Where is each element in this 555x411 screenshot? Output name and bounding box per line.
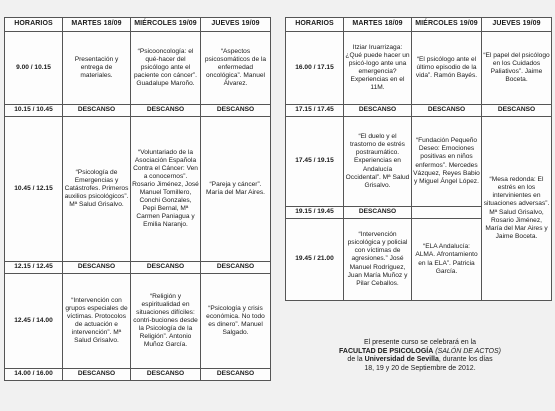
header-miercoles: MIÉRCOLES 19/09 [131,18,201,32]
descanso-label: DESCANSO [63,262,131,274]
notice-line-1: El presente curso se celebrará en la [363,339,477,346]
time-cell: 14.00 / 16.00 [5,369,63,381]
session-cell: “Voluntariado de la Asociación Española Contra el Cáncer: Ven a conocernos”. Rosario Jiménez, José Manuel Tomillero, Conchi Gonzales, Pepi Bernal, Mª Carmen Paniagua y Emilia Naranjo. [131,117,201,262]
descanso-label: DESCANSO [131,262,201,274]
time-cell: 16.00 / 17.15 [286,32,344,105]
session-cell: “ELA Andalucía: ALMA. Afrontamiento en la ELA”. Patricia García. [412,219,482,301]
session-cell: “Psicología y crisis económica. No todo es dinero”. Manuel Salgado. [201,274,271,369]
time-cell: 12.45 / 14.00 [5,274,63,369]
time-cell: 17.15 / 17.45 [286,105,344,117]
schedule-afternoon [285,17,552,301]
table-row [5,117,271,262]
notice-line-3 [300,356,540,365]
break-row [286,105,552,117]
session-cell: “Pareja y cáncer”. María del Mar Aires. [201,117,271,262]
descanso-label: DESCANSO [131,105,201,117]
descanso-label: DESCANSO [63,369,131,381]
schedule-morning [4,17,271,381]
venue-notice [300,339,540,373]
header-row [286,18,552,32]
session-cell: “El papel del psicólogo en los Cuidados Paliativos”. Jaime Boceta. [482,32,552,105]
header-miercoles: MIÉRCOLES 19/09 [412,18,482,32]
header-horarios: HORARIOS [286,18,344,32]
session-cell: “Religión y espiritualidad en situaciones difíciles: contri-buciones desde la Psicología de la Religión”. Antonio Muñoz García. [131,274,201,369]
session-cell: “Mesa redonda: El estrés en los intervinientes en situaciones adversas”. Mª Salud Grisalvo, Rosario Jiménez, María del Mar Aires y Jaime Boceta. [482,117,552,301]
descanso-label: DESCANSO [201,262,271,274]
descanso-label: DESCANSO [201,369,271,381]
header-row [5,18,271,32]
notice-line-2 [300,348,540,357]
notice-prefix: de la [347,356,363,364]
session-cell: Presentación y entrega de materiales. [63,32,131,105]
time-cell: 10.45 / 12.15 [5,117,63,262]
university-name: Universidad de Sevilla [364,356,439,364]
header-martes: MARTES 18/09 [344,18,412,32]
descanso-label: DESCANSO [344,105,412,117]
faculty-name: FACULTAD DE PSICOLOGÍA [339,347,434,355]
header-horarios: HORARIOS [5,18,63,32]
notice-suffix: , durante los días [438,356,493,364]
session-cell: “Psicología de Emergencias y Catástrofes. Primeros auxilios psicológicos”. Mª Salud Grisalvo. [63,117,131,262]
room-name: (SALÓN DE ACTOS) [435,347,501,355]
time-cell: 19.15 / 19.45 [286,207,344,219]
session-cell: “El duelo y el trastorno de estrés postraumático. Experiencias en Andalucía Occidental”. Mª Salud Grisalvo. [344,117,412,207]
break-row [5,262,271,274]
table-row [5,32,271,105]
time-cell: 12.15 / 12.45 [5,262,63,274]
descanso-label: DESCANSO [63,105,131,117]
descanso-label: DESCANSO [482,105,552,117]
header-jueves: JUEVES 19/09 [201,18,271,32]
session-cell: “Psicooncología: el qué-hacer del psicólogo ante el paciente con cáncer”. Guadalupe Maroño. [131,32,201,105]
descanso-label: DESCANSO [131,369,201,381]
time-cell: 10.15 / 10.45 [5,105,63,117]
descanso-label: DESCANSO [344,207,412,219]
session-cell: “Intervención psicológica y policial con víctimas de agresiones.” José Manuel Rodríguez, Juan María Muñoz y Pilar Ceballos. [344,219,412,301]
session-cell: “Fundación Pequeño Deseo: Emociones positivas en niños enfermos”. Mercedes Vázquez, Reyes Babio y Miguel Ángel López. [412,117,482,207]
header-martes: MARTES 18/09 [63,18,131,32]
session-cell: “El psicólogo ante el último episodio de la vida”. Ramón Bayés. [412,32,482,105]
descanso-label: DESCANSO [412,105,482,117]
session-cell: Itziar Iruarrizaga: ¿Qué puede hacer un psicó-logo ante una emergencia? Experiencias en el 11M. [344,32,412,105]
time-cell: 19.45 / 21.00 [286,219,344,301]
break-row [5,369,271,381]
header-jueves: JUEVES 19/09 [482,18,552,32]
notice-line-4: 18, 19 y 20 de Septiembre de 2012. [364,364,476,372]
session-cell: “Aspectos psicosomáticos de la enfermedad oncológica”. Manuel Álvarez. [201,32,271,105]
time-cell: 17.45 / 19.15 [286,117,344,207]
table-row [286,117,552,207]
break-row [5,105,271,117]
table-row [286,32,552,105]
empty-cell [412,207,482,219]
table-row [5,274,271,369]
descanso-label: DESCANSO [201,105,271,117]
time-cell: 9.00 / 10.15 [5,32,63,105]
session-cell: “Intervención con grupos especiales de víctimas. Protocolos de actuación e intervención”. Mª Salud Grisalvo. [63,274,131,369]
